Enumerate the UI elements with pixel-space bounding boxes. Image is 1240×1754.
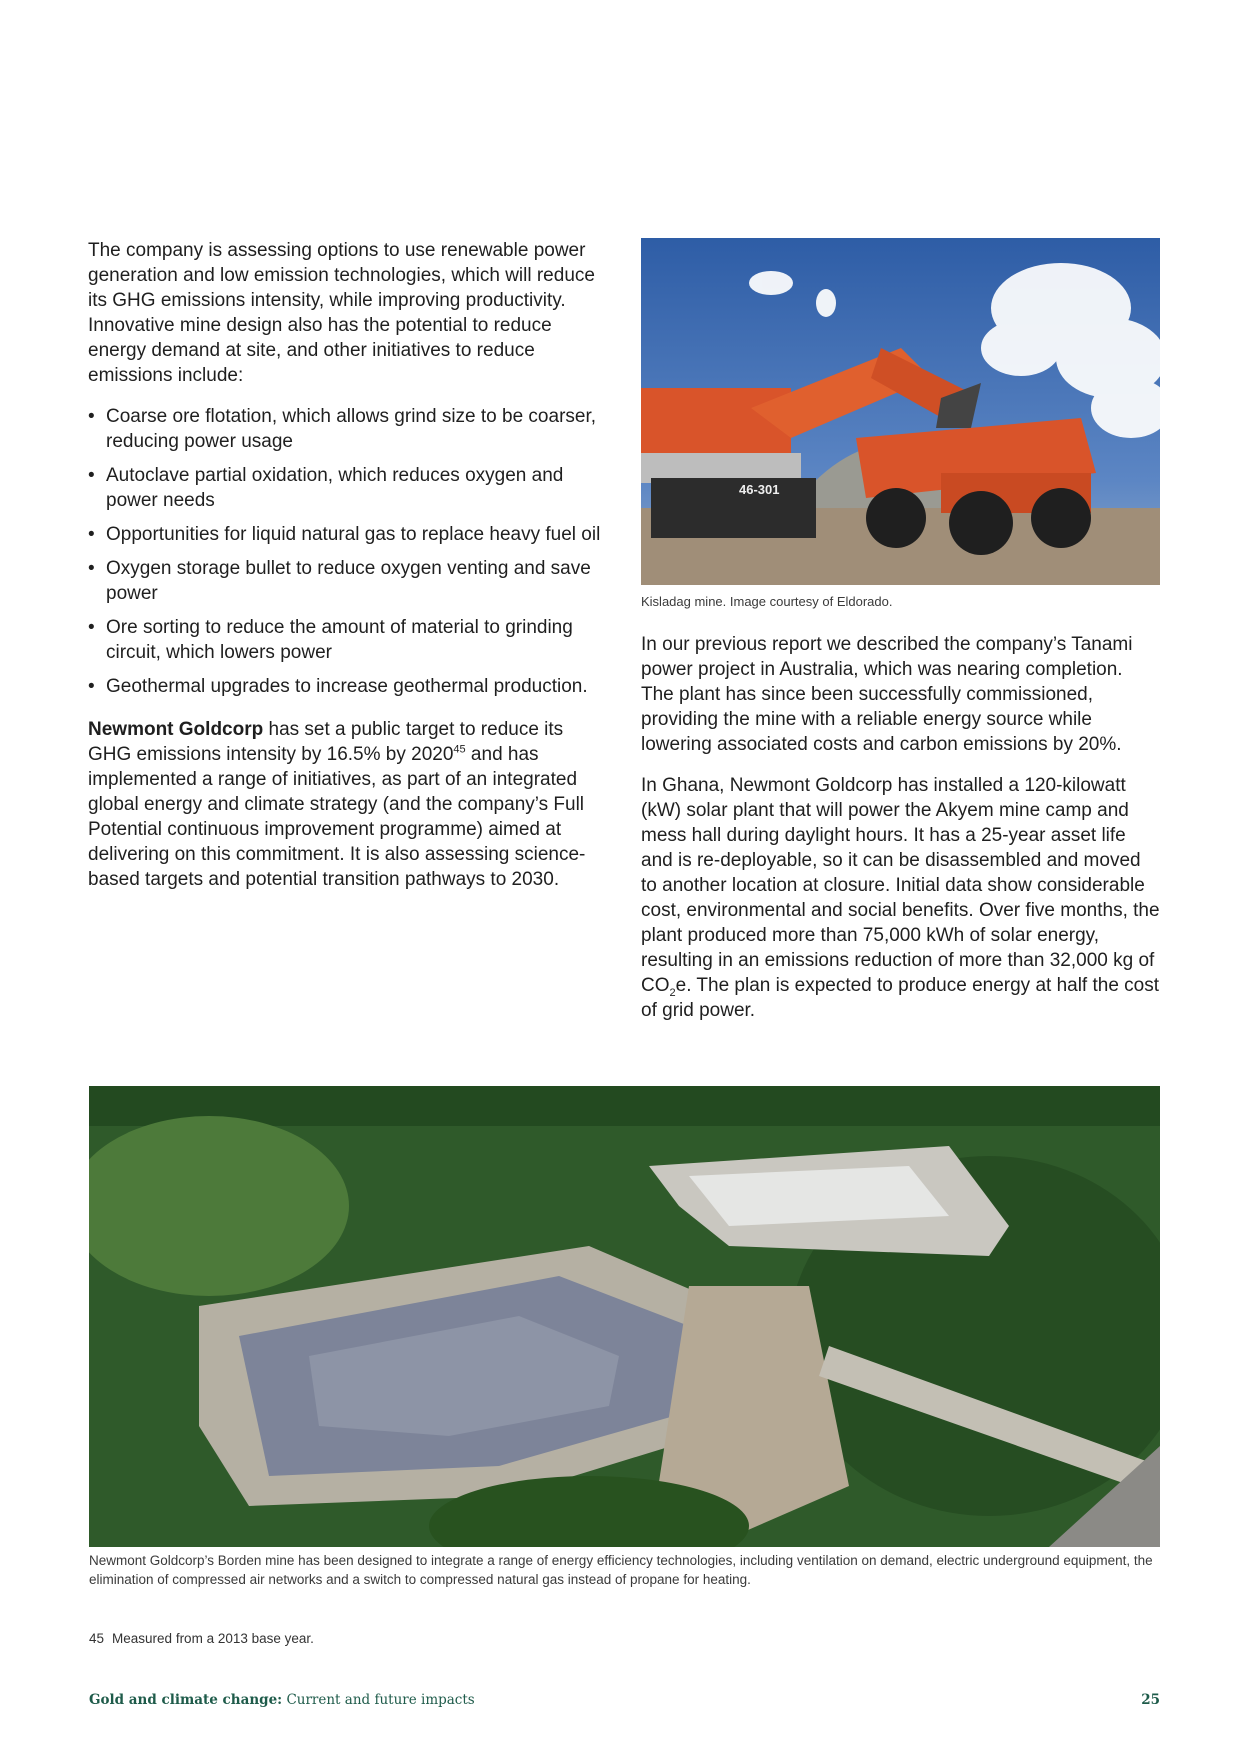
list-item: • Coarse ore flotation, which allows grind size to be coarser, reducing power usage [88,404,606,454]
page-number: 25 [1141,1692,1160,1708]
right-column [641,238,1160,1039]
subscript: 2 [669,986,676,999]
company-name: Newmont Goldcorp [88,719,264,740]
report-title: Gold and climate change: [89,1692,283,1708]
paragraph-text: In Ghana, Newmont Goldcorp has installed a 120-kilowatt (kW) solar plant that will power the Akyem mine camp and mess hall during daylight hours. It has a 25-year asset life and is re-deployable, so it can be disassembled and moved to another location at closure. Initial data show considerable cost, environmental and social benefits. Over five months, the plant produced more than 75,000 kWh of solar energy, resulting in an emissions reduction of more than 32,000 kg of CO [641,775,1160,996]
list-item: • Oxygen storage bullet to reduce oxygen venting and save power [88,556,606,606]
tanami-paragraph: In our previous report we described the company’s Tanami power project in Australia, which was nearing completion. The plant has since been successfully commissioned, providing the mine with a reliable energy source while lowering associated costs and carbon emissions by 20%. [641,634,1133,755]
paragraph-text: and has implemented a range of initiatives, as part of an integrated global energy and climate strategy (and the company’s Full Potential continuous improvement programme) aimed at delivering on this commitment. It is also assessing science-based targets and potential transition pathways to 2030. [88,744,586,890]
footnote-text: Measured from a 2013 base year. [112,1631,314,1646]
running-footer-title [89,1692,475,1708]
truck-number: 46-301 [739,482,780,497]
paragraph-text: has set a public target to reduce its GHG emissions intensity by 16.5% by 2020 [88,719,564,765]
borden-mine-aerial-photo [89,1086,1160,1547]
list-item: • Geothermal upgrades to increase geothermal production. [88,674,606,699]
kisladag-mine-photo [641,238,1160,585]
newmont-target-paragraph [88,717,606,892]
list-item: • Ore sorting to reduce the amount of material to grinding circuit, which lowers power [88,615,606,665]
borden-photo-caption: Newmont Goldcorp’s Borden mine has been designed to integrate a range of energy efficiency technologies, including ventilation on demand, electric underground equipment, the elimination of compressed air networks and a switch to compressed natural gas instead of propane for heating. [89,1553,1153,1587]
footnote [89,1631,314,1646]
footnote-ref[interactable]: 45 [453,743,466,756]
emissions-initiatives-list [88,404,606,699]
paragraph-text: e. The plan is expected to produce energy at half the cost of grid power. [641,975,1160,1021]
list-item: • Opportunities for liquid natural gas to replace heavy fuel oil [88,522,606,547]
ghana-solar-paragraph [641,773,1160,1023]
list-item: • Autoclave partial oxidation, which reduces oxygen and power needs [88,463,606,513]
kisladag-photo-caption: Kisladag mine. Image courtesy of Eldorado. [641,594,893,609]
report-subtitle: Current and future impacts [282,1692,475,1708]
left-column [88,238,606,908]
footnote-number: 45 [89,1631,105,1646]
intro-paragraph: The company is assessing options to use renewable power generation and low emission technologies, which will reduce its GHG emissions intensity, while improving productivity. Innovative mine design also has the potential to reduce energy demand at site, and other initiatives to reduce emissions include: [88,240,595,386]
